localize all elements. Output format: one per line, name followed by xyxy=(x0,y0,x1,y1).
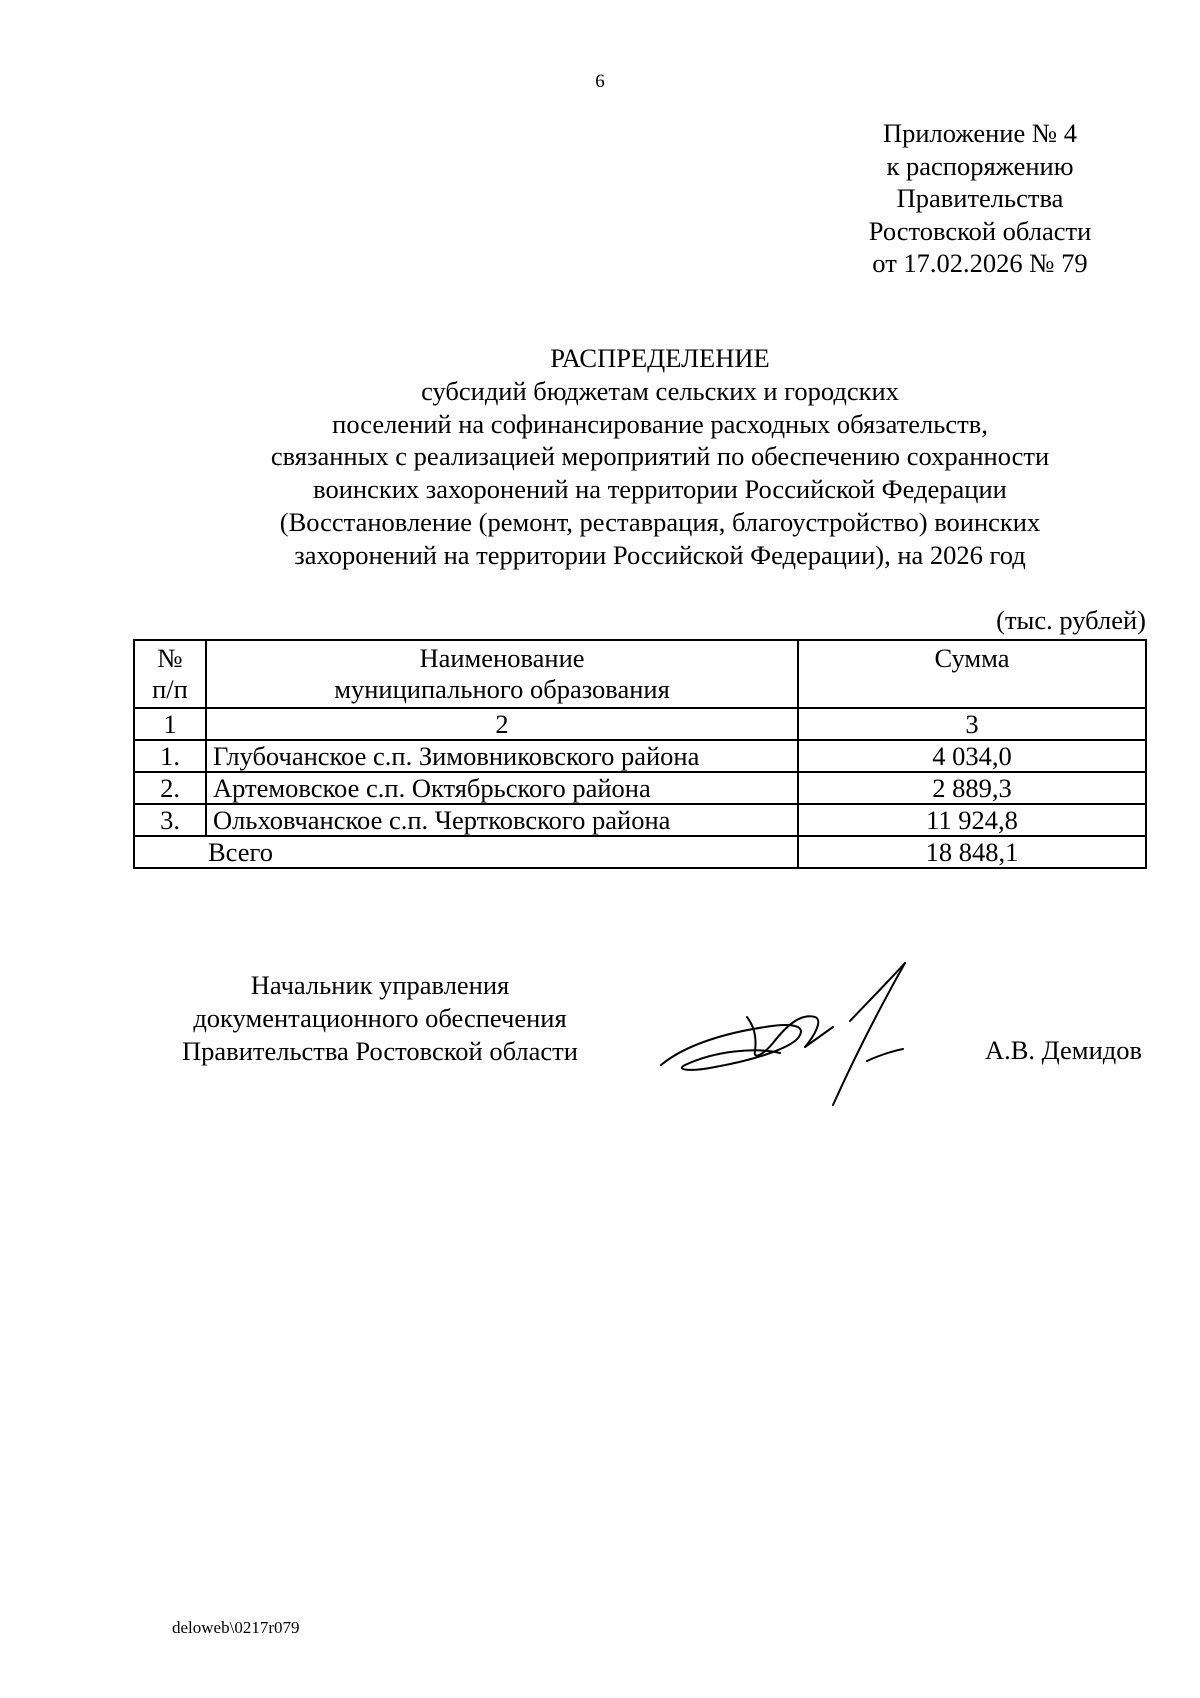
appendix-line: от 17.02.2026 № 79 xyxy=(872,248,1088,278)
row-sum: 4 034,0 xyxy=(798,740,1146,772)
row-sum: 11 924,8 xyxy=(798,804,1146,836)
header-num-line2: п/п xyxy=(152,674,188,704)
row-name: Ольховчанское с.п. Чертковского района xyxy=(206,804,798,836)
header-name-line2: муниципального образования xyxy=(334,674,670,704)
column-number: 1 xyxy=(134,708,206,740)
page-number: 6 xyxy=(595,71,605,92)
total-sum: 18 848,1 xyxy=(798,836,1146,868)
handwritten-signature xyxy=(655,955,955,1115)
signatory-line: Начальник управления xyxy=(250,970,510,1000)
table-row xyxy=(134,804,1146,836)
units-label: (тыс. рублей) xyxy=(996,605,1146,635)
appendix-line: к распоряжению xyxy=(886,150,1074,181)
title-line: воинских захоронений на территории Российской Федерации xyxy=(313,474,1007,505)
table-row xyxy=(134,740,1146,772)
distribution-table xyxy=(133,639,1147,869)
document-code: deloweb\0217r079 xyxy=(172,1618,300,1637)
row-num: 1. xyxy=(134,740,206,772)
document-title xyxy=(160,342,1160,572)
header-sum-cell: Сумма xyxy=(798,640,1146,708)
appendix-line: Приложение № 4 xyxy=(882,118,1077,148)
title-heading: РАСПРЕДЕЛЕНИЕ xyxy=(550,343,770,373)
signatory-line: документационного обеспечения xyxy=(193,1003,567,1033)
column-number-row xyxy=(134,708,1146,740)
row-num: 3. xyxy=(134,804,206,836)
signatory-position xyxy=(150,969,610,1068)
header-num-cell xyxy=(134,640,206,708)
table-header-row xyxy=(134,640,1146,708)
row-name: Глубочанское с.п. Зимовниковского района xyxy=(206,740,798,772)
title-line: поселений на софинансирование расходных обязательств, xyxy=(332,408,988,439)
header-name-line1: Наименование xyxy=(419,643,585,673)
title-line: (Восстановление (ремонт, реставрация, благоустройство) воинских xyxy=(279,506,1041,537)
header-num-line1: № xyxy=(157,643,183,673)
total-row xyxy=(134,836,1146,868)
title-line: связанных с реализацией мероприятий по обеспечению сохранности xyxy=(270,441,1050,472)
signatory-line: Правительства Ростовской области xyxy=(182,1036,578,1066)
row-num: 2. xyxy=(134,772,206,804)
table-row xyxy=(134,772,1146,804)
title-line: захоронений на территории Российской Федерации), на 2026 год xyxy=(294,539,1026,570)
total-label: Всего xyxy=(134,836,798,868)
column-number: 2 xyxy=(206,708,798,740)
signer-name: А.В. Демидов xyxy=(984,1035,1142,1065)
appendix-line: Правительства xyxy=(896,183,1064,213)
appendix-line: Ростовской области xyxy=(868,215,1092,246)
title-line: субсидий бюджетам сельских и городских xyxy=(421,375,899,406)
column-number: 3 xyxy=(798,708,1146,740)
row-sum: 2 889,3 xyxy=(798,772,1146,804)
header-name-cell xyxy=(206,640,798,708)
appendix-block xyxy=(840,117,1120,280)
row-name: Артемовское с.п. Октябрьского района xyxy=(206,772,798,804)
